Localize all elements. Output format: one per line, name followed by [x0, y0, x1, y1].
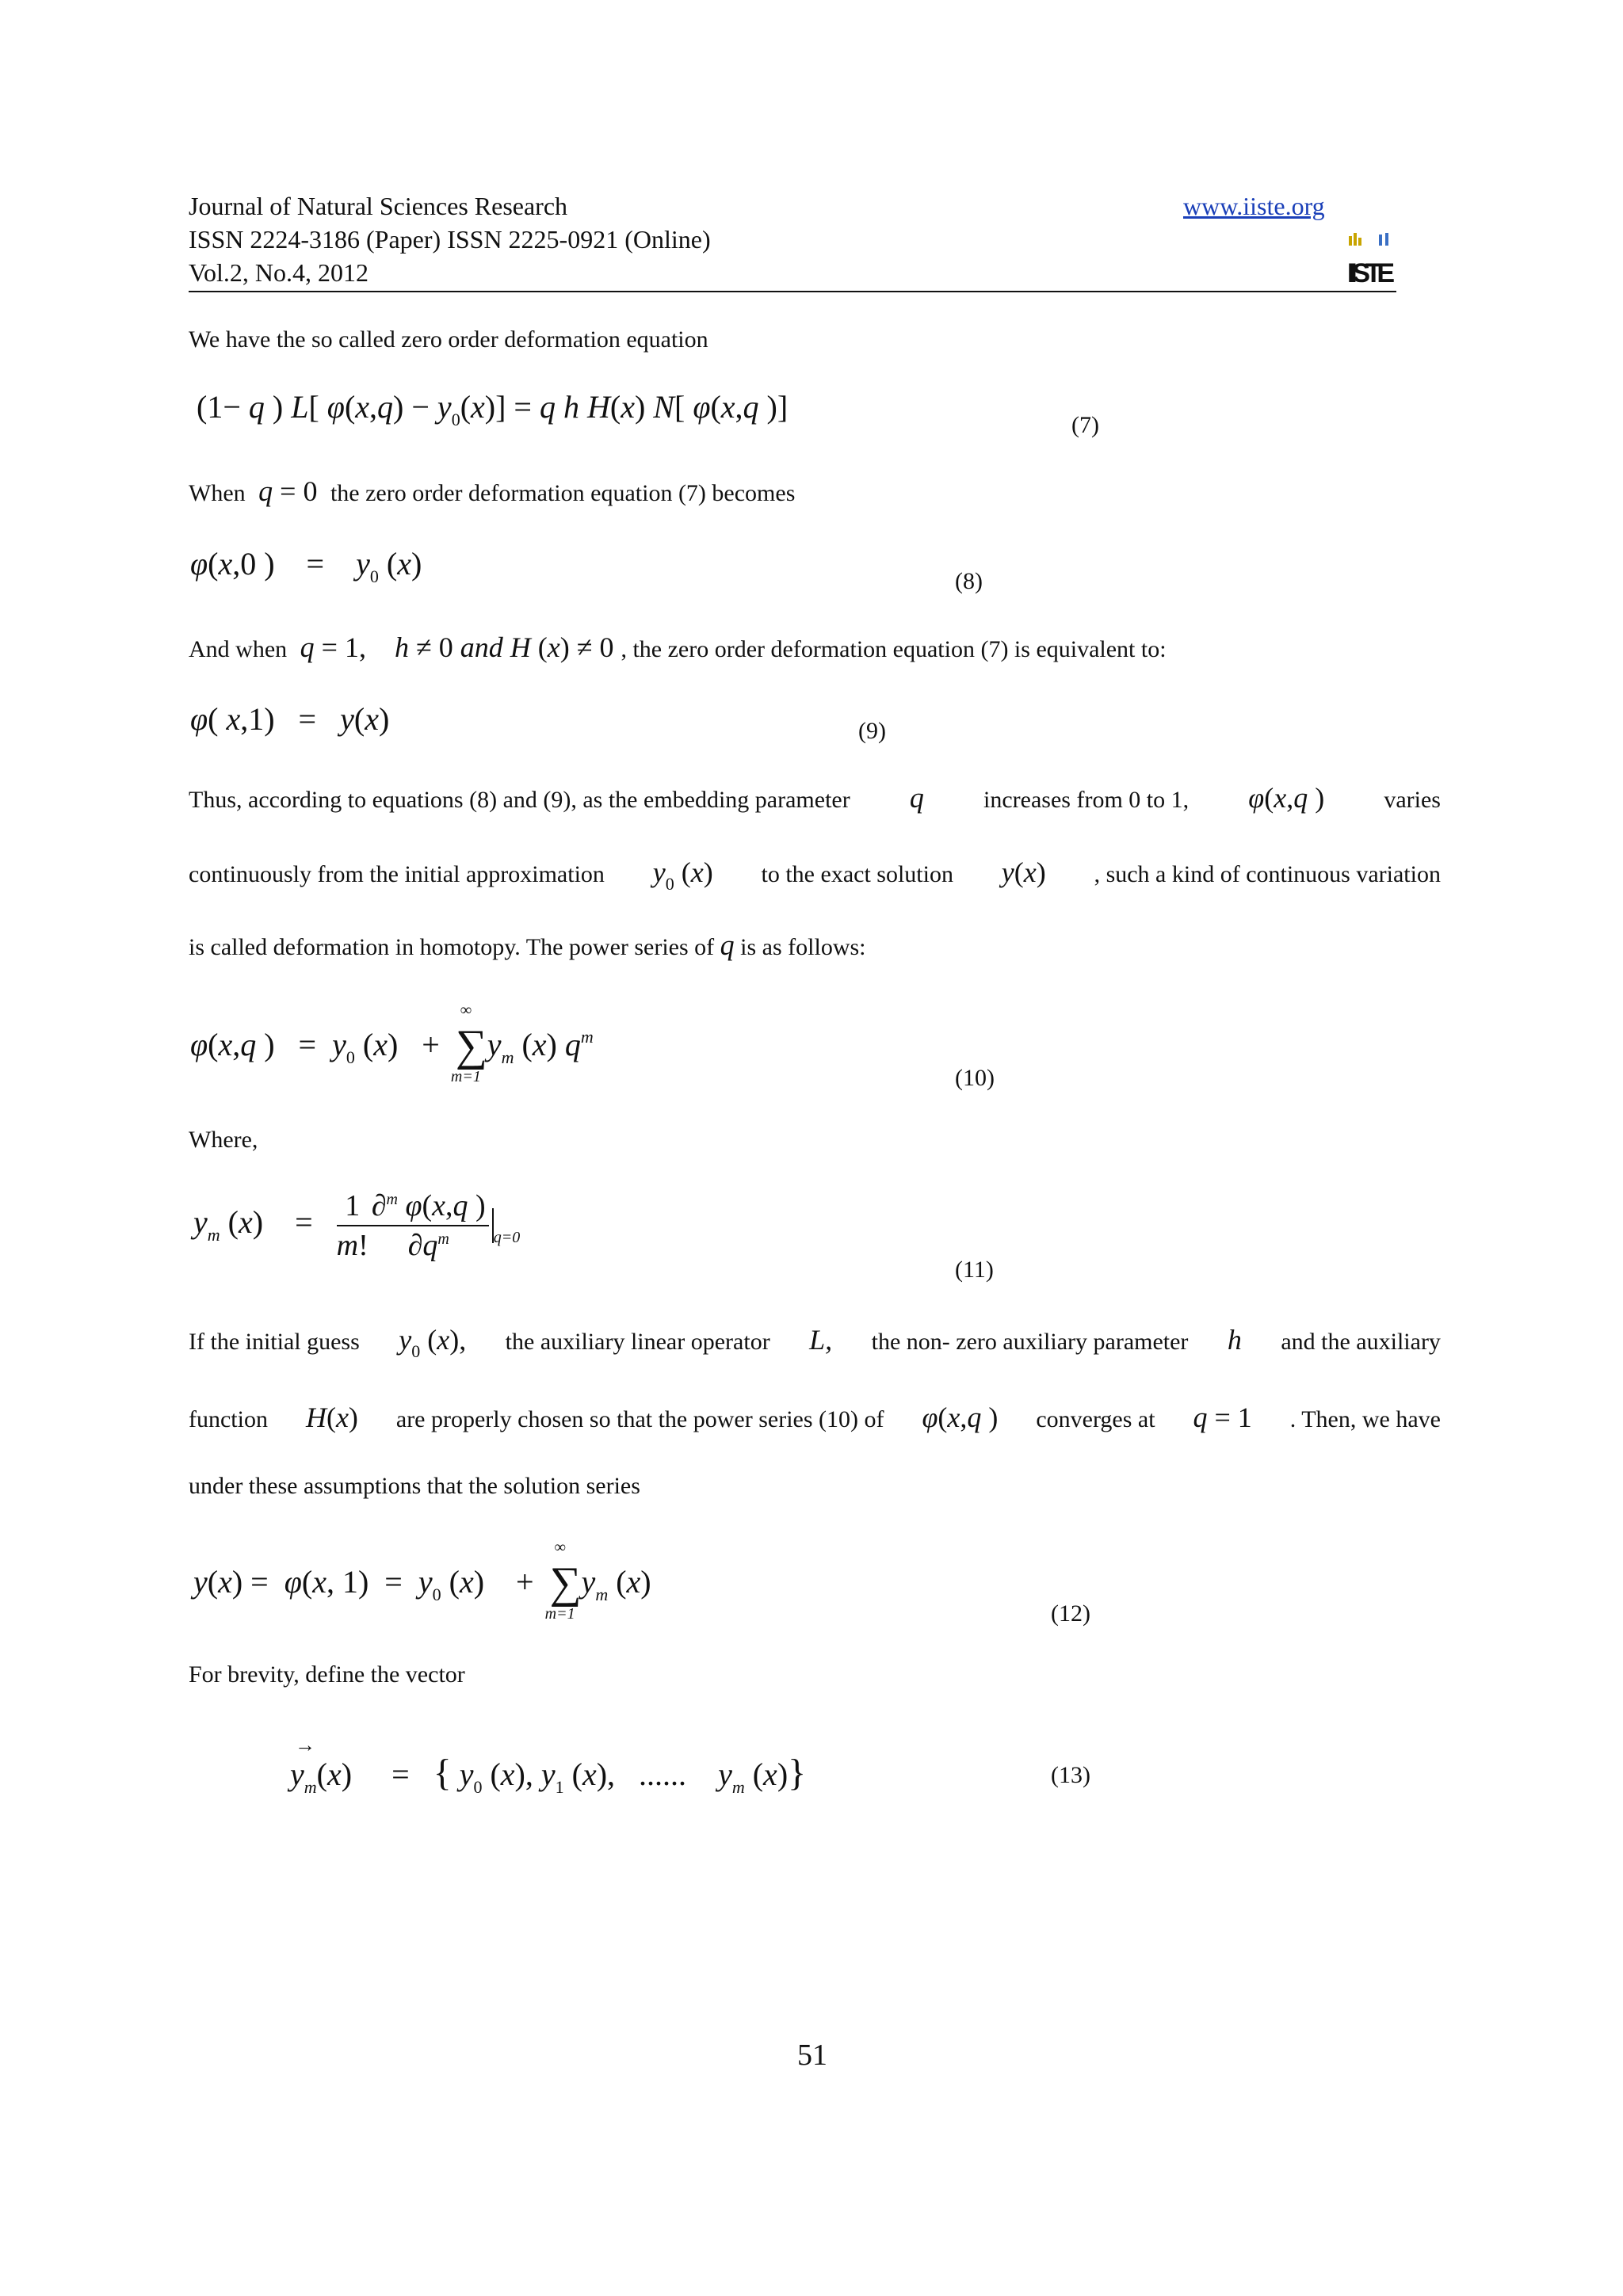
text-then-we-have: . Then, we have — [1289, 1406, 1441, 1432]
iiste-logo — [1347, 231, 1396, 287]
equation-number-8: (8) — [955, 568, 983, 594]
paragraph-intro: We have the so called zero order deformation equation — [189, 326, 708, 353]
equation-number-13: (13) — [1051, 1762, 1090, 1788]
text-thus: Thus, according to equations (8) and (9), as the embedding parameter — [189, 787, 850, 813]
journal-title: Journal of Natural Sciences Research — [189, 192, 568, 220]
equation-10: φ(x,q ) = $y_0$ (x) + ∑ ∞ m=1 $y_m$ (x) $q^m$ — [190, 1001, 594, 1085]
equation-number-12: (12) — [1051, 1600, 1090, 1627]
text-auxiliary-parameter: the non- zero auxiliary parameter — [871, 1329, 1189, 1355]
paragraph-initial-guess-line-1: If the initial guess $y_0$ (x), the auxiliary linear operator L, the non- zero auxiliary parameter h and the auxiliary — [189, 1324, 1441, 1361]
header-rule — [189, 291, 1396, 292]
text-linear-operator: the auxiliary linear operator — [505, 1329, 770, 1355]
paragraph-thus-line-2: continuously from the initial approximation $y_0$ (x) to the exact solution y(x) , such a kind of continuous variation — [189, 856, 1441, 894]
text-initial-guess: If the initial guess — [189, 1329, 360, 1355]
svg-text:IISTE: IISTE — [1347, 258, 1395, 287]
equation-number-9: (9) — [858, 718, 886, 744]
text-varies: varies — [1384, 787, 1441, 813]
paragraph-and-when: And when q = 1, h ≠ 0 and H (x) ≠ 0 , the zero order deformation equation (7) is equivalent to: — [189, 631, 1167, 663]
text-exact-solution: to the exact solution — [761, 861, 953, 887]
equation-number-7: (7) — [1071, 412, 1099, 438]
equation-number-11: (11) — [955, 1257, 994, 1283]
paragraph-initial-guess-line-2: function H(x) are properly chosen so that the power series (10) of φ(x,q ) converges at q = 1 . Then, we have — [189, 1402, 1441, 1433]
journal-url-link[interactable]: www.iiste.org — [1183, 192, 1325, 220]
paragraph-thus-line-1: Thus, according to equations (8) and (9), as the embedding parameter q increases from 0 to 1, φ(x,q ) varies — [189, 782, 1441, 814]
equation-7: (1− q ) L[ $\varphi(x,q) - y_0(x)] = q$ h H(x) N[ φ(x,q )] — [197, 389, 789, 429]
text-when: When — [189, 480, 246, 506]
equation-11: $y_m$ (x) = $\frac{1}{m!}$ $\frac{\partial^m \varphi(x,q )}{\partial q^m}$ $_{q=0}$ — [193, 1189, 521, 1262]
text-where: Where, — [189, 1127, 258, 1153]
equation-number-10: (10) — [955, 1065, 995, 1091]
page-number: 51 — [797, 2039, 827, 2072]
paragraph-brevity: For brevity, define the vector — [189, 1661, 465, 1688]
paragraph-initial-guess-line-3: under these assumptions that the solution series — [189, 1473, 640, 1499]
equation-13: → $y_m(x)$ = { $y_0$ (x), $y_1$ (x), ...... $y_m$ (x)} — [290, 1733, 807, 1797]
text-equivalent: , the zero order deformation equation (7) is equivalent to: — [621, 636, 1167, 662]
text-as-follows: is as follows: — [740, 934, 866, 960]
iiste-logo-graphic — [1347, 231, 1396, 287]
text-function: function — [189, 1406, 268, 1432]
text-and-when: And when — [189, 636, 288, 662]
equation-12: y(x) = φ(x, $1) = y_0$ (x) + ∑ ∞ m=1 $y_m$ (x) — [193, 1539, 651, 1623]
text-converges-at: converges at — [1036, 1406, 1155, 1432]
equation-9: φ( x,1) = y(x) — [190, 701, 390, 737]
text-becomes: the zero order deformation equation (7) becomes — [330, 480, 796, 506]
journal-issn: ISSN 2224-3186 (Paper) ISSN 2225-0921 (Online) — [189, 225, 711, 254]
text-continuous-variation: , such a kind of continuous variation — [1094, 861, 1441, 887]
journal-volume: Vol.2, No.4, 2012 — [189, 258, 369, 287]
text-properly-chosen: are properly chosen so that the power series (10) of — [395, 1406, 884, 1432]
equation-8: φ(x,0 ) = $y_0$ (x) — [190, 546, 422, 586]
text-and-auxiliary: and the auxiliary — [1281, 1329, 1441, 1355]
paragraph-thus-line-3: is called deformation in homotopy. The power series of q is as follows: — [189, 929, 866, 961]
text-continuously: continuously from the initial approximation — [189, 861, 605, 887]
text-power-series: is called deformation in homotopy. The power series of — [189, 934, 715, 960]
text-increases: increases from 0 to 1, — [983, 787, 1190, 813]
paragraph-when-q-0: When q = 0 the zero order deformation equation (7) becomes — [189, 475, 796, 507]
